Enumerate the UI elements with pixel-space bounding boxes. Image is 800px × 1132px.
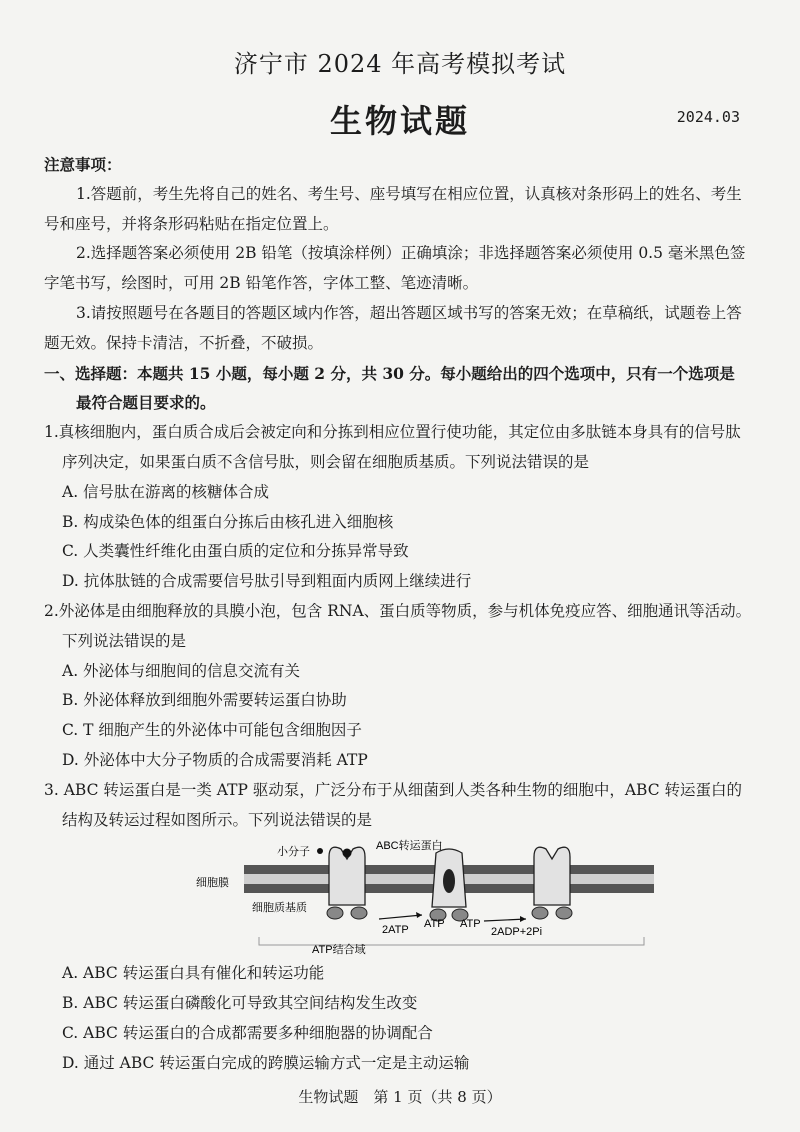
question-3-option-b: B. ABC 转运蛋白磷酸化可导致其空间结构发生改变	[62, 994, 418, 1013]
arrow-1-head	[416, 912, 422, 918]
transporter-state-3	[532, 848, 572, 920]
label-atp-domain: ATP结合域	[312, 944, 366, 956]
label-membrane: 细胞膜	[196, 877, 229, 890]
question-1-option-a: A. 信号肽在游离的核糖体合成	[62, 482, 270, 501]
subject-title: 生物试题	[329, 102, 470, 140]
question-2-option-b: B. 外泌体释放到细胞外需要转运蛋白协助	[62, 691, 347, 710]
transporter-state-1	[327, 848, 367, 920]
label-cytoplasm: 细胞质基质	[252, 902, 307, 915]
arrow-1	[379, 915, 422, 919]
label-atp-b: ATP	[460, 918, 481, 931]
page-footer: 生物试题 第 1 页（共 8 页）	[298, 1088, 502, 1106]
exam-date: 2024.03	[676, 108, 740, 126]
note-item: 3.请按照题号在各题目的答题区域内作答，超出答题区域书写的答案无效；在草稿纸，试题卷上答题无效。保持卡清洁，不折叠，不破损。	[44, 303, 742, 352]
small-molecule-dot	[317, 848, 323, 854]
question-1-option-c: C. 人类囊性纤维化由蛋白质的定位和分拣异常导致	[62, 542, 409, 561]
question-2-stem: 2.外泌体是由细胞释放的具膜小泡，包含 RNA、蛋白质等物质，参与机体免疫应答、细胞通讯等活动。下列说法错误的是	[44, 601, 752, 650]
note-item: 2.选择题答案必须使用 2B 铅笔（按填涂样例）正确填涂；非选择题答案必须使用 0.5 毫米黑色签字笔书写，绘图时，可用 2B 铅笔作答，字体工整、笔迹清晰。	[44, 244, 746, 293]
abc-transporter-diagram	[44, 837, 756, 955]
arrow-2	[484, 919, 526, 921]
label-adp: 2ADP+2Pi	[491, 926, 543, 939]
exam-title: 济宁市 2024 年高考模拟考试	[233, 50, 567, 78]
question-2-option-a: A. 外泌体与细胞间的信息交流有关	[62, 661, 301, 680]
question-1-option-b: B. 构成染色体的组蛋白分拣后由核孔进入细胞核	[62, 512, 394, 531]
exam-content	[44, 150, 756, 1079]
section-heading: 一、选择题：本题共 15 小题，每小题 2 分，共 30 分。每小题给出的四个选项中，只有一个选项是	[44, 363, 735, 383]
question-2-option-c: C. T 细胞产生的外泌体中可能包含细胞因子	[62, 721, 362, 740]
label-small-molecule: 小分子	[277, 846, 310, 859]
abc-transporter-figure	[44, 837, 756, 955]
question-3-stem: 3. ABC 转运蛋白是一类 ATP 驱动泵，广泛分布于从细菌到人类各种生物的细胞中，ABC 转运蛋白的结构及转运过程如图所示。下列说法错误的是	[44, 780, 743, 829]
transporter-state-2	[430, 849, 468, 921]
label-atp-a: ATP	[424, 918, 445, 931]
question-2-option-d: D. 外泌体中大分子物质的合成需要消耗 ATP	[62, 750, 368, 769]
label-abc-transporter: ABC转运蛋白	[376, 840, 443, 853]
label-2atp: 2ATP	[382, 924, 409, 937]
notes-heading: 注意事项：	[44, 155, 122, 174]
section-heading-cont: 最符合题目要求的。	[76, 393, 216, 413]
question-1-stem: 1.真核细胞内，蛋白质合成后会被定向和分拣到相应位置行使功能，其定位由多肽链本身具有的信号肽序列决定，如果蛋白质不含信号肽，则会留在细胞质基质。下列说法错误的是	[44, 423, 741, 471]
note-item: 1.答题前，考生先将自己的姓名、考生号、座号填写在相应位置，认真核对条形码上的姓名、考生号和座号，并将条形码粘贴在指定位置上。	[44, 184, 742, 233]
question-3-option-c: C. ABC 转运蛋白的合成都需要多种细胞器的协调配合	[62, 1023, 433, 1042]
question-3-option-d: D. 通过 ABC 转运蛋白完成的跨膜运输方式一定是主动运输	[62, 1053, 470, 1072]
arrow-2-head	[520, 916, 526, 922]
question-1-option-d: D. 抗体肽链的合成需要信号肽引导到粗面内质网上继续进行	[62, 572, 472, 591]
question-3-option-a: A. ABC 转运蛋白具有催化和转运功能	[62, 964, 325, 983]
